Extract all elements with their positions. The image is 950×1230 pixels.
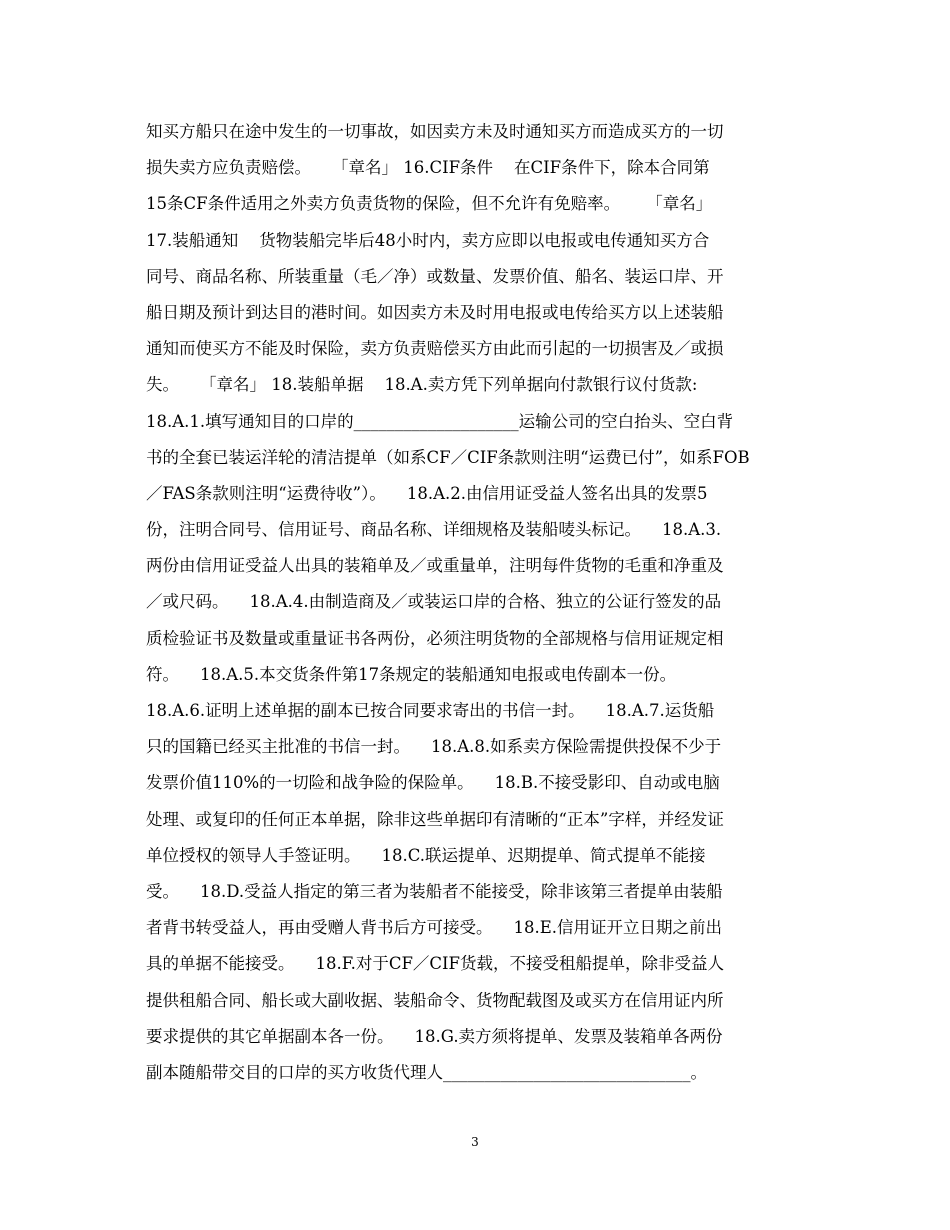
- page-number: 3: [471, 1135, 479, 1149]
- text-line: 两份由信用证受益人出具的装箱单及／或重量单，注明每件货物的毛重和净重及: [146, 556, 724, 576]
- text-line: 18.A.6.证明上述单据的副本已按合同要求寄出的书信一封。 18.A.7.运货船: [146, 701, 715, 720]
- text-line: 书的全套已装运洋轮的清洁提单（如系CF／CIF条款则注明“运费已付”，如系FOB: [146, 447, 750, 467]
- body-text: [146, 114, 816, 1091]
- text-line: 受。 18.D.受益人指定的第三者为装船者不能接受，除非该第三者提单由装船: [146, 881, 723, 901]
- text-line: 知买方船只在途中发生的一切事故，如因卖方未及时通知买方而造成买方的一切: [146, 122, 724, 141]
- text-line: ／FAS条款则注明“运费待收”）。 18.A.2.由信用证受益人签名出具的发票5: [146, 483, 708, 503]
- text-line: 损失卖方应负责赔偿。 「章名」 16.CIF条件 在CIF条件下，除本合同第: [146, 158, 710, 178]
- text-line: 具的单据不能接受。 18.F.对于CF／CIF货载，不接受租船提单，除非受益人: [146, 954, 725, 974]
- text-line: 副本随船带交目的口岸的买方收货代理人______________________________。: [146, 1062, 707, 1082]
- text-line: 单位授权的领导人手签证明。 18.C.联运提单、迟期提单、简式提单不能接: [146, 845, 706, 865]
- text-line: 船日期及预计到达目的港时间。如因卖方未及时用电报或电传给买方以上述装船: [146, 302, 724, 322]
- text-line: 提供租船合同、船长或大副收据、装船命令、货物配载图及或买方在信用证内所: [146, 990, 724, 1010]
- text-line: 通知而使买方不能及时保险，卖方负责赔偿买方由此而引起的一切损害及／或损: [146, 339, 724, 359]
- text-line: 符。 18.A.5.本交货条件第17条规定的装船通知电报或电传副本一份。: [146, 664, 677, 684]
- text-line: 18.A.1.填写通知目的口岸的____________________运输公司的空白抬头、空白背: [146, 411, 734, 431]
- text-line: 失。 「章名」 18.装船单据 18.A.卖方凭下列单据向付款银行议付货款:: [146, 375, 698, 395]
- text-line: 同号、商品名称、所装重量（毛／净）或数量、发票价值、船名、装运口岸、开: [146, 266, 724, 286]
- text-line: 质检验证书及数量或重量证书各两份，必须注明货物的全部规格与信用证规定相: [146, 628, 724, 648]
- text-line: 处理、或复印的任何正本单据，除非这些单据印有清晰的“正本”字样，并经发证: [146, 809, 724, 829]
- text-line: 15条CF条件适用之外卖方负责货物的保险，但不允许有免赔率。 「章名」: [146, 194, 713, 214]
- text-line: 要求提供的其它单据副本各一份。 18.G.卖方须将提单、发票及装箱单各两份: [146, 1026, 723, 1046]
- text-line: ／或尺码。 18.A.4.由制造商及／或装运口岸的合格、独立的公证行签发的品: [146, 592, 722, 612]
- text-line: 17.装船通知 货物装船完毕后48小时内，卖方应即以电报或电传通知买方合: [146, 230, 710, 250]
- text-line: 只的国籍已经买主批准的书信一封。 18.A.8.如系卖方保险需提供投保不少于: [146, 737, 722, 757]
- text-line: 份，注明合同号、信用证号、商品名称、详细规格及装船唛头标记。 18.A.3.: [146, 520, 722, 540]
- text-line: 者背书转受益人，再由受赠人背书后方可接受。 18.E.信用证开立日期之前出: [146, 918, 723, 938]
- text-line: 发票价值110%的一切险和战争险的保险单。 18.B.不接受影印、自动或电脑: [146, 773, 720, 793]
